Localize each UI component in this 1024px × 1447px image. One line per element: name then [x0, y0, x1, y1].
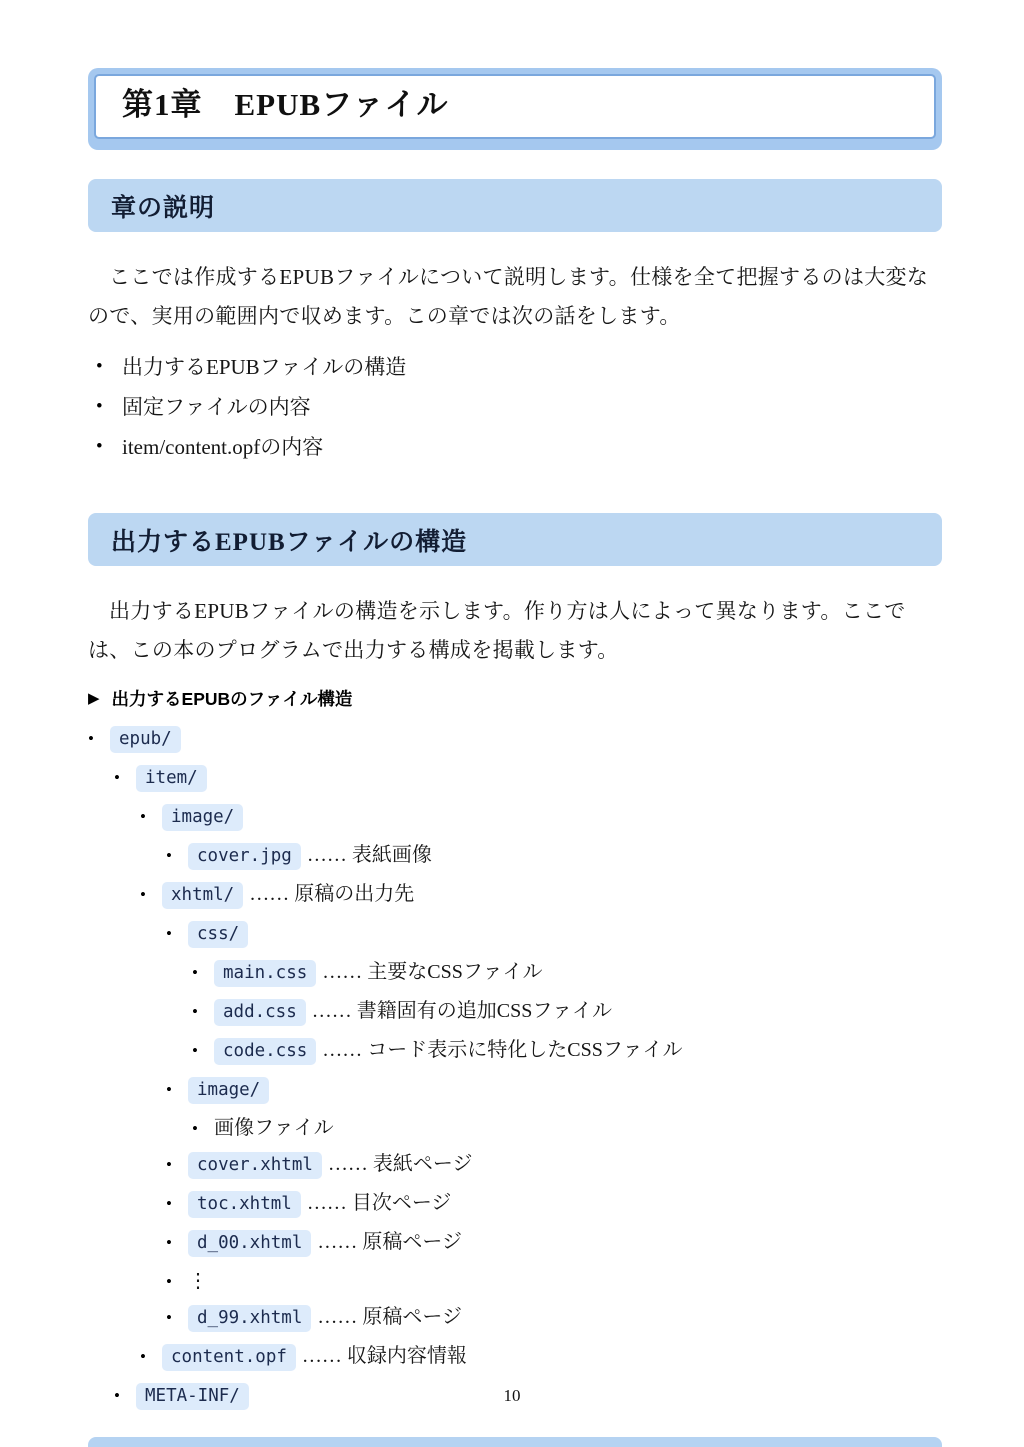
code-chip: epub/ [110, 726, 181, 753]
code-chip: d_99.xhtml [188, 1305, 311, 1332]
topic-item [96, 387, 942, 427]
bullet-icon: • [192, 963, 198, 982]
tree-item [88, 804, 942, 831]
bullet-icon: • [114, 1386, 120, 1405]
topic-label: 固定ファイルの内容 [122, 395, 311, 419]
bullet-icon: • [140, 885, 146, 904]
bullet-icon: • [96, 356, 103, 377]
code-chip: d_00.xhtml [188, 1230, 311, 1257]
tree-item [88, 882, 942, 909]
chapter-title-box [88, 68, 942, 150]
topic-item [96, 347, 942, 387]
code-chip: add.css [214, 999, 306, 1026]
topic-item [96, 427, 942, 467]
tree-item [88, 960, 942, 987]
bullet-icon: • [166, 1233, 172, 1252]
bullet-icon: • [88, 729, 94, 748]
triangle-marker-icon: ▶ [88, 690, 100, 707]
tree-item [88, 765, 942, 792]
page-number: 10 [503, 1386, 521, 1405]
code-chip: content.opf [162, 1344, 296, 1371]
bullet-icon: • [96, 396, 103, 417]
code-chip: cover.jpg [188, 843, 301, 870]
code-chip: item/ [136, 765, 207, 792]
tree-item-description: …… 表紙ページ [327, 1153, 473, 1175]
tree-item-description: …… 表紙画像 [306, 844, 432, 866]
code-chip: toc.xhtml [188, 1191, 301, 1218]
bullet-icon: • [166, 1155, 172, 1174]
topics-list [88, 347, 942, 467]
code-chip: image/ [188, 1077, 269, 1104]
bullet-icon: • [192, 1002, 198, 1021]
file-tree-list [88, 726, 942, 1410]
code-chip: main.css [214, 960, 316, 987]
tree-item-description: …… 原稿ページ [317, 1231, 462, 1253]
tree-caption [88, 686, 942, 711]
tree-item-description: …… 原稿の出力先 [249, 883, 415, 905]
tree-item [88, 1152, 942, 1179]
tree-item-description: …… 収録内容情報 [301, 1345, 467, 1367]
tree-caption-label: 出力するEPUBのファイル構造 [111, 689, 353, 709]
tree-item [88, 1269, 942, 1293]
bullet-icon: • [166, 924, 172, 943]
code-chip: code.css [214, 1038, 316, 1065]
bullet-icon: • [96, 436, 103, 457]
intro-paragraph: ここでは作成するEPUBファイルについて説明します。仕様を全て把握するのは大変なので、実用の範囲内で収めます。この章では次の話をします。 [88, 265, 929, 328]
bullet-icon: • [166, 846, 172, 865]
tree-item-plain-label: 画像ファイル [214, 1117, 334, 1139]
chapter-title-box-inner [94, 74, 936, 139]
bullet-icon: • [192, 1119, 198, 1138]
tree-item-description: …… 主要なCSSファイル [322, 961, 543, 983]
tree-item [88, 1116, 942, 1140]
code-chip: xhtml/ [162, 882, 243, 909]
bullet-icon: • [166, 1194, 172, 1213]
structure-paragraph: 出力するEPUBファイルの構造を示します。作り方は人によって異なります。ここでは、この本のプログラムで出力する構成を掲載します。 [88, 599, 906, 662]
tree-item [88, 1191, 942, 1218]
tree-item [88, 1077, 942, 1104]
bullet-icon: • [140, 807, 146, 826]
tree-item-plain-label: ⋮ [188, 1270, 208, 1292]
bullet-icon: • [166, 1272, 172, 1291]
chapter-title: 第1章 EPUBファイル [122, 87, 449, 122]
topic-label: 出力するEPUBファイルの構造 [122, 355, 407, 379]
tree-item-description: …… 原稿ページ [317, 1306, 462, 1328]
bullet-icon: • [166, 1080, 172, 1099]
bullet-icon: • [192, 1041, 198, 1060]
topic-label: item/content.opfの内容 [122, 435, 324, 459]
code-chip: image/ [162, 804, 243, 831]
tree-item [88, 1230, 942, 1257]
bullet-icon: • [166, 1308, 172, 1327]
tree-item-description: …… 書籍固有の追加CSSファイル [311, 1000, 612, 1022]
code-chip: META-INF/ [136, 1383, 249, 1410]
tree-item [88, 843, 942, 870]
tree-item [88, 999, 942, 1026]
tree-item [88, 1038, 942, 1065]
tree-item-description: …… コード表示に特化したCSSファイル [322, 1039, 683, 1061]
section-heading-structure: 出力するEPUBファイルの構造 [88, 513, 942, 566]
tree-item [88, 1344, 942, 1371]
tree-item [88, 921, 942, 948]
code-chip: css/ [188, 921, 248, 948]
section-heading-overview: 章の説明 [88, 179, 942, 232]
tree-item-description: …… 目次ページ [306, 1192, 452, 1214]
tree-item [88, 1305, 942, 1332]
bullet-icon: • [114, 768, 120, 787]
next-page-heading-peek [88, 1437, 942, 1447]
tree-item [88, 726, 942, 753]
code-chip: cover.xhtml [188, 1152, 322, 1179]
bullet-icon: • [140, 1347, 146, 1366]
